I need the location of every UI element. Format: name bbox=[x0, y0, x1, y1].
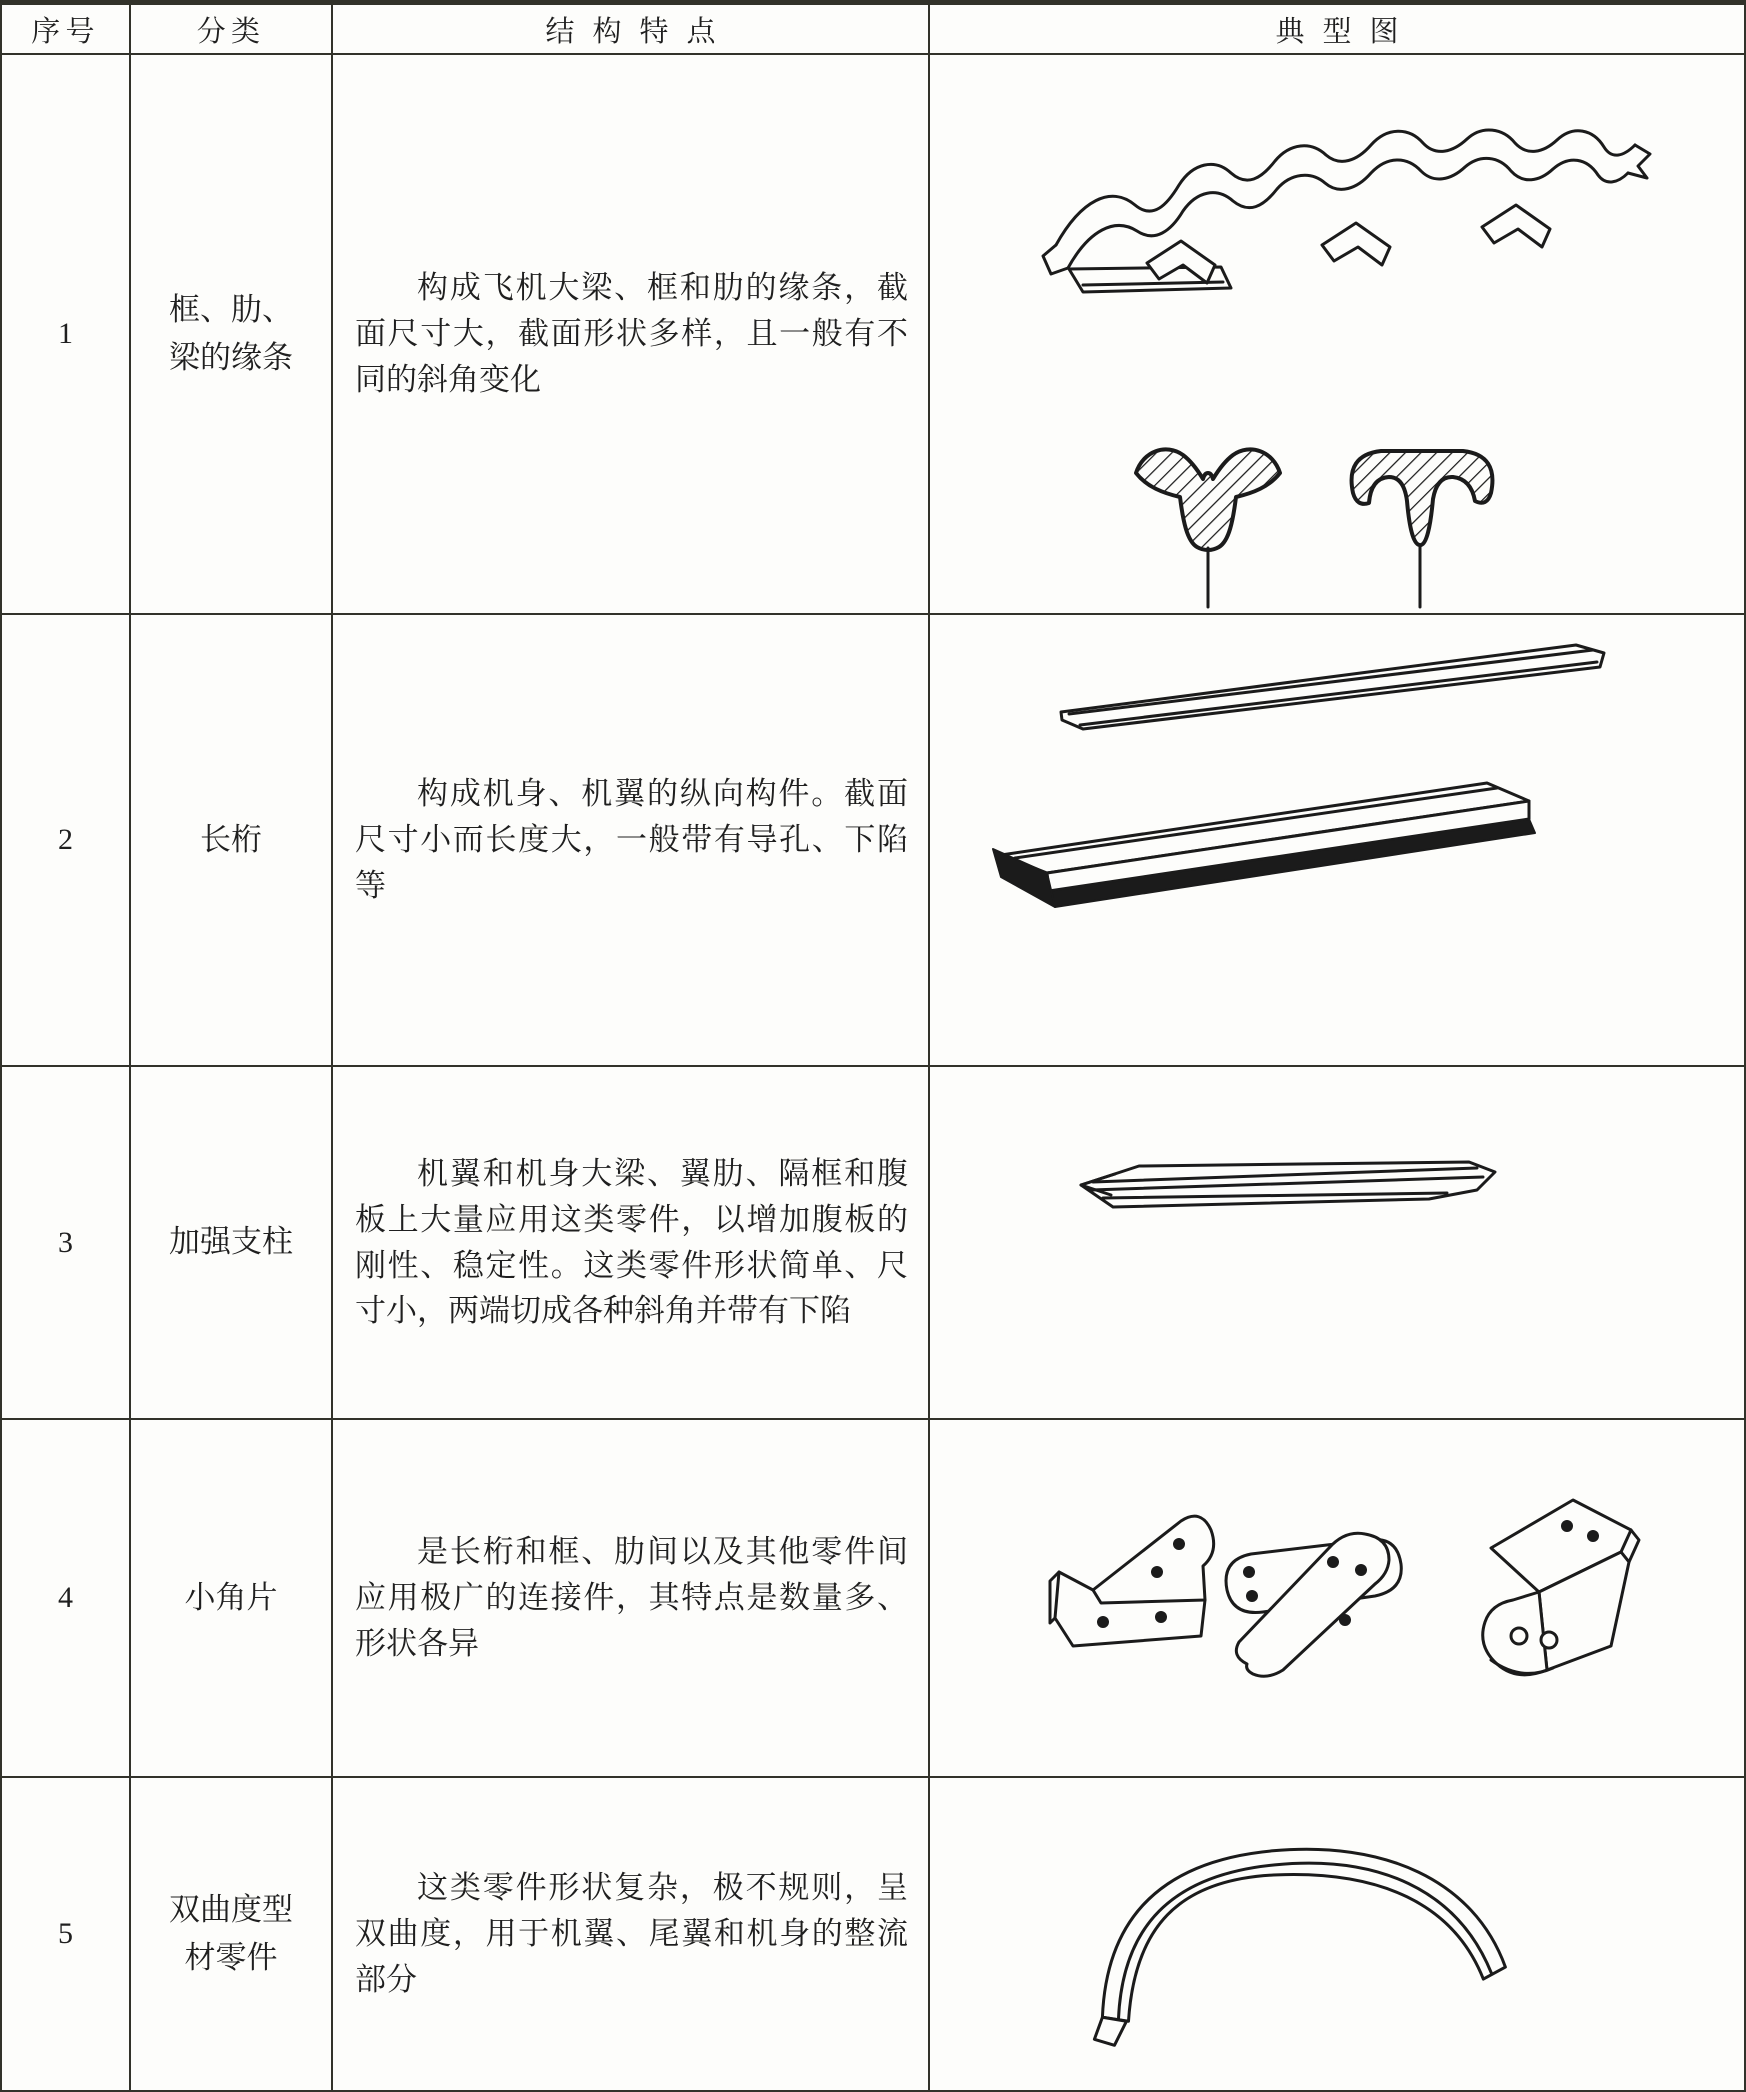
row4-description bbox=[333, 1420, 930, 1778]
row3-description-text: 机翼和机身大梁、翼肋、隔框和腹板上大量应用这类零件，以增加腹板的刚性、稳定性。这类零件形状简单、尺寸小，两端切成各种斜角并带有下陷 bbox=[355, 1155, 908, 1329]
row2-description bbox=[333, 615, 930, 1067]
row1-figure bbox=[930, 55, 1744, 615]
row3-number-text: 3 bbox=[58, 1225, 73, 1259]
row5-description bbox=[333, 1778, 930, 2090]
row5-number-text: 5 bbox=[58, 1917, 73, 1950]
row3-number bbox=[2, 1067, 131, 1420]
row4-figure bbox=[930, 1420, 1744, 1778]
row1-category-line1: 框、肋、 bbox=[169, 291, 293, 327]
row3-figure bbox=[930, 1067, 1744, 1420]
stringers-figure bbox=[930, 615, 1744, 1065]
row4-number bbox=[2, 1420, 131, 1778]
row1-category bbox=[131, 55, 333, 615]
row2-category bbox=[131, 615, 333, 1067]
row5-figure bbox=[930, 1778, 1744, 2090]
row5-category-line1: 双曲度型 bbox=[169, 1891, 293, 1927]
row2-number-text: 2 bbox=[58, 823, 73, 856]
row3-description bbox=[333, 1067, 930, 1420]
row1-description bbox=[333, 55, 930, 615]
header-no bbox=[2, 5, 131, 55]
row4-description-text: 是长桁和框、肋间以及其他零件间应用极广的连接件，其特点是数量多、形状各异 bbox=[355, 1534, 908, 1661]
angle-brackets-figure bbox=[930, 1420, 1744, 1776]
corrugated-flange-figure bbox=[930, 55, 1744, 613]
row1-number-text: 1 bbox=[58, 317, 73, 350]
row3-category-text: 加强支柱 bbox=[169, 1224, 293, 1260]
row5-category-line2: 材零件 bbox=[184, 1940, 278, 1975]
row3-category bbox=[131, 1067, 333, 1420]
row5-category-text bbox=[169, 1886, 293, 1982]
row2-description-text: 构成机身、机翼的纵向构件。截面尺寸小而长度大，一般带有导孔、下陷等 bbox=[355, 776, 908, 903]
row4-category-text: 小角片 bbox=[184, 1579, 278, 1615]
row1-description-text: 构成飞机大梁、框和肋的缘条，截面尺寸大，截面形状多样，且一般有不同的斜角变化 bbox=[355, 270, 908, 397]
header-figure-label: 典型图 bbox=[1275, 15, 1417, 48]
header-category bbox=[131, 5, 333, 55]
row4-number-text: 4 bbox=[58, 1581, 73, 1614]
row2-category-text: 长桁 bbox=[200, 821, 262, 857]
row5-number bbox=[2, 1778, 131, 2090]
row5-category bbox=[131, 1778, 333, 2090]
header-features-label: 结构特点 bbox=[545, 15, 734, 48]
header-features bbox=[333, 5, 930, 55]
row2-number bbox=[2, 615, 131, 1067]
row1-number bbox=[2, 55, 131, 615]
row4-category bbox=[131, 1420, 333, 1778]
header-no-label: 序号 bbox=[31, 15, 100, 48]
header-category-label: 分类 bbox=[196, 15, 266, 48]
row1-category-line2: 梁的缘条 bbox=[169, 340, 293, 375]
header-figure bbox=[930, 5, 1744, 55]
row2-figure bbox=[930, 615, 1744, 1067]
curved-profile-figure bbox=[930, 1778, 1744, 2090]
row1-category-text bbox=[169, 286, 293, 382]
row5-description-text: 这类零件形状复杂，极不规则，呈双曲度，用于机翼、尾翼和机身的整流部分 bbox=[355, 1870, 908, 1997]
strut-profile-figure bbox=[930, 1067, 1744, 1418]
